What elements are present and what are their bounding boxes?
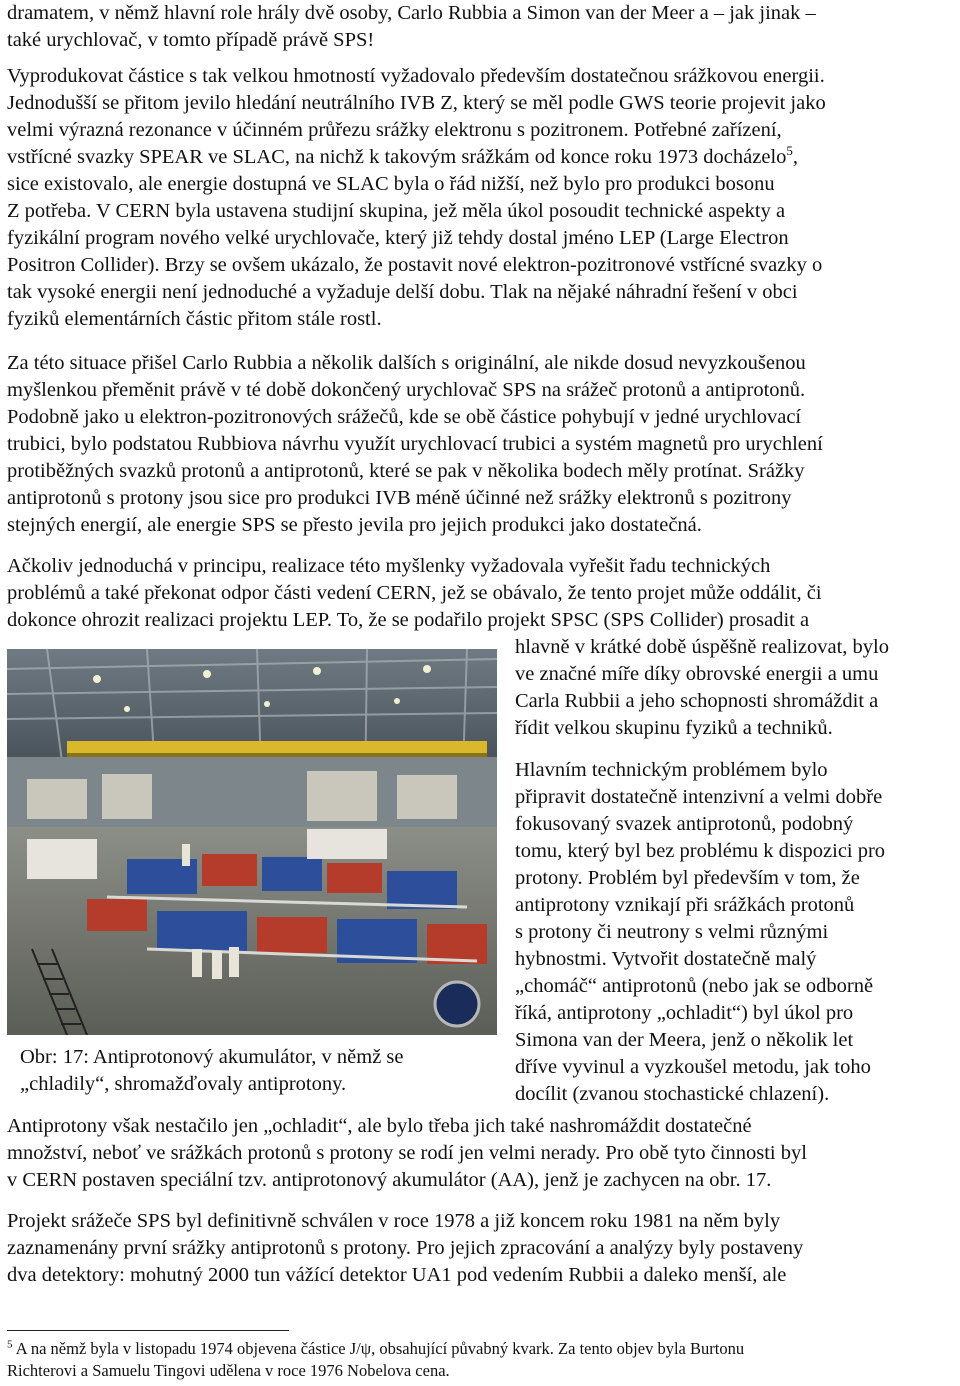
figure-caption bbox=[20, 1044, 490, 1098]
footnote-reference: 5 bbox=[786, 143, 793, 159]
text-line: antiprotony vznikají při srážkách protonů bbox=[515, 894, 855, 916]
text-line: Jednodušší se přitom jevilo hledání neutrálního IVB Z, který se měl podle GWS teorie projevit jako bbox=[7, 92, 826, 114]
text-line: protony. Problém byl především v tom, že bbox=[515, 867, 860, 889]
text-line-with-footnote-ref bbox=[7, 144, 955, 171]
text-line: dva detektory: mohutný 2000 tun vážící detektor UA1 pod vedením Rubbii a daleko menší, ale bbox=[7, 1264, 787, 1286]
text-line: Vyprodukovat částice s tak velkou hmotností vyžadovalo především dostatečnou srážkovou energii. bbox=[7, 65, 825, 87]
text-line: „chomáč“ antiprotonů (nebo jak se odborně bbox=[515, 975, 874, 997]
text-line: fyzikální program nového velké urychlovače, který již tehdy dostal jméno LEP (Large Electron bbox=[7, 227, 789, 249]
text-line: dříve vyvinul a vyzkoušel metodu, jak toho bbox=[515, 1056, 871, 1078]
text-line: velmi výrazná rezonance v účinném průřezu srážky elektronu s pozitronem. Potřebné zařízení, bbox=[7, 119, 782, 141]
footnote-line: Richterovi a Samuelu Tingovi udělena v roce 1976 Nobelova cena. bbox=[7, 1361, 450, 1380]
text-line: ve značné míře díky obrovské energii a umu bbox=[515, 663, 879, 685]
text-line: Antiprotony však nestačilo jen „ochladit“, ale bylo třeba jich také nashromáždit dostatečné bbox=[7, 1115, 752, 1137]
text-line: řídit velkou skupinu fyziků a techniků. bbox=[515, 717, 833, 739]
text-line: dokonce ohrozit realizaci projektu LEP. To, že se podařilo projekt SPSC (SPS Collider) prosadit a bbox=[7, 609, 810, 631]
footnote-text: A na němž byla v listopadu 1974 objevena částice J/ψ, obsahující půvabný kvark. Za tento objev byla Burtonu bbox=[12, 1339, 745, 1358]
text-line: sice existovalo, ale energie dostupná ve SLAC byla o řád nižší, než bylo pro produkci bosonu bbox=[7, 173, 775, 195]
text-line: fyziků elementárních částic přitom stále rostl. bbox=[7, 308, 382, 330]
text-line: docílit (zvanou stochastické chlazení). bbox=[515, 1083, 830, 1105]
text-line: problémů a také překonat odpor části vedení CERN, jež se obávalo, že tento projet může oddálit, či bbox=[7, 582, 822, 604]
text-line: Simona van der Meera, jenž o několik let bbox=[515, 1029, 854, 1051]
caption-line: Obr: 17: Antiprotonový akumulátor, v němž se bbox=[20, 1046, 404, 1068]
caption-line: „chladily“, shromažďovaly antiprotony. bbox=[20, 1073, 347, 1095]
text-line: Carla Rubbii a jeho schopnosti shromáždit a bbox=[515, 690, 879, 712]
photo-illustration bbox=[7, 649, 497, 1035]
footnote-separator bbox=[7, 1330, 289, 1331]
footnote bbox=[7, 1338, 955, 1382]
footnote-line bbox=[7, 1338, 955, 1360]
text-line: hlavně v krátké době úspěšně realizovat, bylo bbox=[515, 636, 889, 658]
text-line: Za této situace přišel Carlo Rubbia a několik dalších s originální, ale nikde dosud nevyzkoušenou bbox=[7, 352, 806, 374]
text-line: Z potřeba. V CERN byla ustavena studijní skupina, jež měla úkol posoudit technické aspekty a bbox=[7, 200, 786, 222]
text-line: zaznamenány první srážky antiprotonů s protony. Pro jejich zpracování a analýzy byly postaveny bbox=[7, 1237, 804, 1259]
text-line: antiprotonů s protony jsou sice pro produkci IVB méně účinné než srážky elektronů s pozitrony bbox=[7, 487, 792, 509]
text-line: v CERN postaven speciální tzv. antiprotonový akumulátor (AA), jenž je zachycen na obr. 17. bbox=[7, 1169, 772, 1191]
text-line: tak vysoké energii není jednoduché a vyžaduje delší dobu. Tlak na nějaké náhradní řešení v obci bbox=[7, 281, 798, 303]
text-line: Ačkoliv jednoduchá v principu, realizace této myšlenky vyžadovala vyřešit řadu technických bbox=[7, 555, 771, 577]
text-line: myšlenkou přeměnit právě v té době dokončený urychlovač SPS na srážeč protonů a antiprotonů. bbox=[7, 379, 806, 401]
text-span: vstřícné svazky SPEAR ve SLAC, na nichž k takovým srážkám od konce roku 1973 docházelo bbox=[7, 146, 787, 168]
text-line: protiběžných svazků protonů a antiprotonů, které se pak v několika bodech měly protínat. Srážky bbox=[7, 460, 805, 482]
antiproton-accumulator-photo bbox=[7, 649, 497, 1035]
text-line: Hlavním technickým problémem bylo bbox=[515, 759, 828, 781]
text-line: stejných energií, ale energie SPS se přesto jevila pro jejich produkci jako dostatečná. bbox=[7, 514, 702, 536]
text-line: s protony či neutrony s velmi různými bbox=[515, 921, 829, 943]
text-span: , bbox=[792, 146, 799, 168]
text-line: trubici, bylo podstatou Rubbiova návrhu využít urychlovací trubici a systém magnetů pro urychlení bbox=[7, 433, 823, 455]
text-line: tomu, který byl bez problému k dispozici pro bbox=[515, 840, 886, 862]
text-line: Projekt srážeče SPS byl definitivně schválen v roce 1978 a již koncem roku 1981 na něm byly bbox=[7, 1210, 781, 1232]
text-line: Podobně jako u elektron-pozitronových srážečů, kde se obě částice pohybují v jedné urychlovací bbox=[7, 406, 802, 428]
text-line: Positron Collider). Brzy se ovšem ukázalo, že postavit nové elektron-pozitronové vstřícné svazky o bbox=[7, 254, 823, 276]
text-line: fokusovaný svazek antiprotonů, podobný bbox=[515, 813, 854, 835]
text-line: připravit dostatečně intenzivní a velmi dobře bbox=[515, 786, 883, 808]
text-line: dramatem, v němž hlavní role hrály dvě osoby, Carlo Rubbia a Simon van der Meer a – jak jinak – bbox=[7, 2, 816, 24]
text-line: hybnostmi. Vytvořit dostatečně malý bbox=[515, 948, 817, 970]
text-line: množství, neboť ve srážkách protonů s protony se rodí jen velmi nerady. Pro obě tyto činnosti byl bbox=[7, 1142, 807, 1164]
text-line: říká, antiprotony „ochladit“) byl úkol pro bbox=[515, 1002, 854, 1024]
footnote-number: 5 bbox=[7, 1338, 13, 1351]
text-line: také urychlovač, v tomto případě právě SPS! bbox=[7, 29, 375, 51]
